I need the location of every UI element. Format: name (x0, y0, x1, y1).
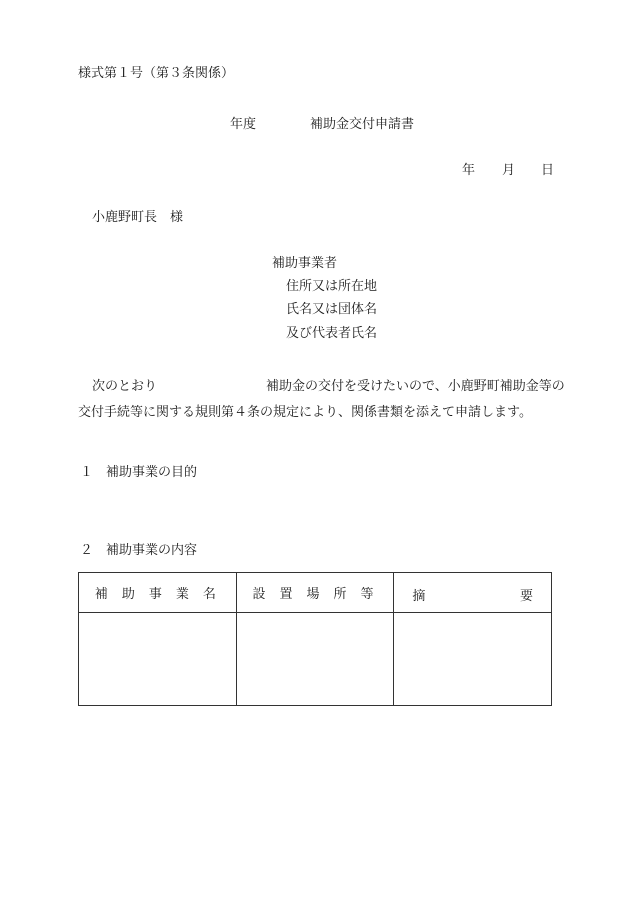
document-title: 補助金交付申請書 (310, 117, 415, 132)
cell-location[interactable] (236, 613, 394, 706)
header-summary (394, 573, 552, 613)
form-number: 様式第１号（第３条関係） (78, 66, 235, 81)
title-year-label: 年度 (230, 117, 257, 132)
header-summary-right: 要 (519, 589, 533, 604)
body-text-line2: 交付手続等に関する規則第４条の規定により、関係書類を添えて申請します。 (78, 405, 532, 420)
content-table (78, 572, 552, 706)
cell-summary[interactable] (394, 613, 552, 706)
body-text-prefix: 次のとおり (92, 379, 158, 394)
date-month-label: 月 (502, 163, 516, 178)
header-project-name: 補助事業名 (79, 573, 237, 613)
body-text-line1: 補助金の交付を受けたいので、小鹿野町補助金等の (266, 379, 565, 394)
header-location: 設置場所等 (236, 573, 394, 613)
table-header-row (79, 573, 552, 613)
applicant-heading: 補助事業者 (272, 256, 338, 271)
section-content-heading: ２ 補助事業の内容 (80, 543, 198, 558)
table-row (79, 613, 552, 706)
cell-project-name[interactable] (79, 613, 237, 706)
section-purpose-heading: １ 補助事業の目的 (80, 465, 198, 480)
date-year-label: 年 (462, 163, 476, 178)
addressee: 小鹿野町長 様 (92, 210, 184, 225)
header-summary-left: 摘 (412, 589, 426, 604)
applicant-address-label: 住所又は所在地 (286, 279, 378, 294)
applicant-representative-label: 及び代表者氏名 (286, 326, 378, 341)
date-day-label: 日 (541, 163, 555, 178)
applicant-name-label: 氏名又は団体名 (286, 302, 378, 317)
